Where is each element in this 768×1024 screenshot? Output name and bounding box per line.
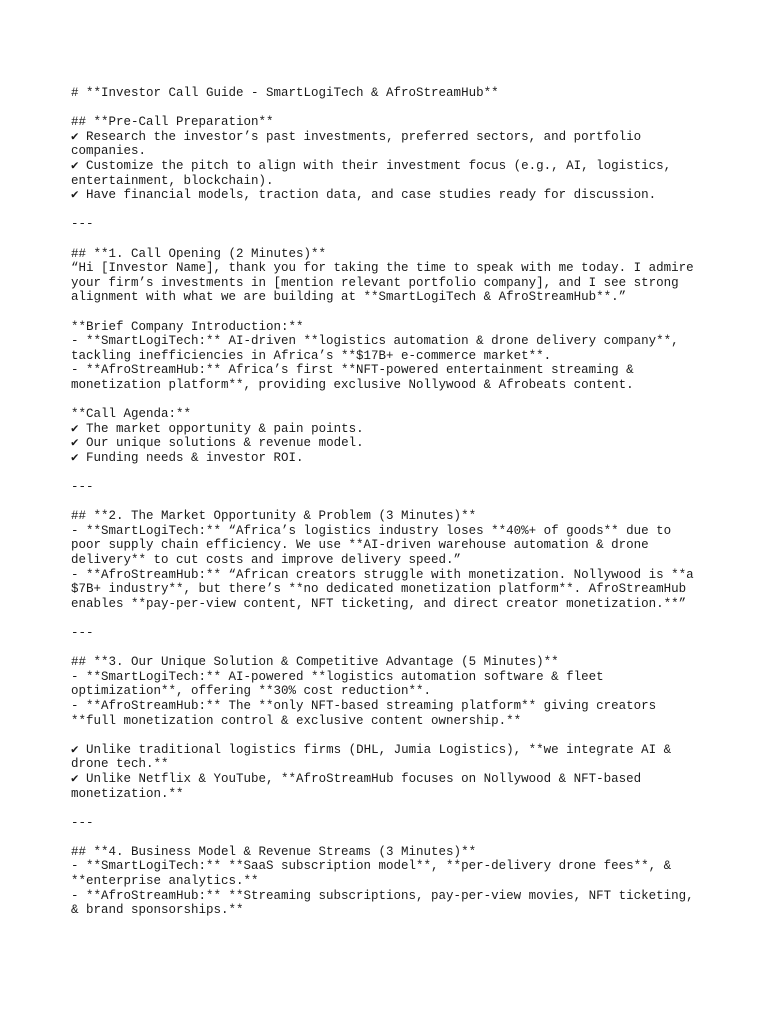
document-line: ✔ Unlike Netflix & YouTube, **AfroStreamHub focuses on Nollywood & NFT-based bbox=[71, 771, 642, 786]
document-line bbox=[71, 101, 711, 116]
document-line: **enterprise analytics.** bbox=[71, 874, 259, 889]
document-line: tackling inefficiencies in Africa’s **$17B+ e-commerce market**. bbox=[71, 348, 552, 363]
document-line: ✔ Research the investor’s past investments, preferred sectors, and portfolio bbox=[71, 129, 642, 144]
document-line: - **SmartLogiTech:** AI-driven **logistics automation & drone delivery company**, bbox=[71, 334, 679, 349]
document-line bbox=[71, 465, 711, 480]
document-line: - **SmartLogiTech:** **SaaS subscription model**, **per-delivery drone fees**, & bbox=[71, 859, 672, 874]
document-line: ## **1. Call Opening (2 Minutes)** bbox=[71, 246, 327, 261]
document-line: enables **pay-per-view content, NFT ticketing, and direct creator monetization.**” bbox=[71, 596, 687, 611]
document-line: ✔ Have financial models, traction data, and case studies ready for discussion. bbox=[71, 188, 657, 203]
document-line: ## **3. Our Unique Solution & Competitive Advantage (5 Minutes)** bbox=[71, 655, 559, 670]
document-line: monetization platform**, providing exclusive Nollywood & Afrobeats content. bbox=[71, 377, 634, 392]
document-line: --- bbox=[71, 625, 94, 640]
document-line: ## **2. The Market Opportunity & Problem (3 Minutes)** bbox=[71, 509, 477, 524]
document-line: **Brief Company Introduction:** bbox=[71, 319, 304, 334]
document-line bbox=[71, 203, 711, 218]
document-line bbox=[71, 728, 711, 743]
document-line bbox=[71, 495, 711, 510]
document-line bbox=[71, 305, 711, 320]
document-line bbox=[71, 392, 711, 407]
document-line: **Call Agenda:** bbox=[71, 407, 192, 422]
document-line: - **SmartLogiTech:** “Africa’s logistics industry loses **40%+ of goods** due to bbox=[71, 523, 672, 538]
document-line: companies. bbox=[71, 144, 147, 159]
document-line: --- bbox=[71, 480, 94, 495]
document-line: - **AfroStreamHub:** Africa’s first **NFT-powered entertainment streaming & bbox=[71, 363, 634, 378]
document-line: “Hi [Investor Name], thank you for taking the time to speak with me today. I admire bbox=[71, 261, 694, 276]
document-line: drone tech.** bbox=[71, 757, 169, 772]
document-line: poor supply chain efficiency. We use **AI-driven warehouse automation & drone bbox=[71, 538, 649, 553]
document-line: --- bbox=[71, 217, 94, 232]
document-line bbox=[71, 611, 711, 626]
document-line: ✔ Our unique solutions & revenue model. bbox=[71, 436, 364, 451]
document-line: ## **4. Business Model & Revenue Streams (3 Minutes)** bbox=[71, 844, 477, 859]
document-line bbox=[71, 801, 711, 816]
document-line: optimization**, offering **30% cost reduction**. bbox=[71, 684, 432, 699]
document-line: # **Investor Call Guide - SmartLogiTech & AfroStreamHub** bbox=[71, 86, 499, 100]
document-line bbox=[71, 232, 711, 247]
document-line: alignment with what we are building at **SmartLogiTech & AfroStreamHub**.” bbox=[71, 290, 627, 305]
document-line: - **AfroStreamHub:** “African creators struggle with monetization. Nollywood is **a bbox=[71, 567, 694, 582]
document-line: ✔ Funding needs & investor ROI. bbox=[71, 450, 304, 465]
document-line: delivery** to cut costs and improve delivery speed.” bbox=[71, 553, 462, 567]
document-line: ✔ The market opportunity & pain points. bbox=[71, 421, 364, 436]
document-line: - **AfroStreamHub:** The **only NFT-based streaming platform** giving creators bbox=[71, 698, 657, 713]
document-line: ✔ Unlike traditional logistics firms (DHL, Jumia Logistics), **we integrate AI & bbox=[71, 742, 672, 757]
document-line: ## **Pre-Call Preparation** bbox=[71, 115, 274, 130]
document-line: - **AfroStreamHub:** **Streaming subscriptions, pay-per-view movies, NFT ticketing, bbox=[71, 888, 694, 903]
document-line: ✔ Customize the pitch to align with their investment focus (e.g., AI, logistics, bbox=[71, 158, 672, 173]
document-line: --- bbox=[71, 815, 94, 830]
document-line: entertainment, blockchain). bbox=[71, 173, 274, 188]
document-line: your firm’s investments in [mention relevant portfolio company], and I see strong bbox=[71, 275, 679, 290]
document-line bbox=[71, 641, 711, 656]
document-line bbox=[71, 830, 711, 845]
document-text bbox=[71, 86, 711, 918]
document-line: $7B+ industry**, but there’s **no dedicated monetization platform**. AfroStreamHub bbox=[71, 582, 687, 597]
document-line: & brand sponsorships.** bbox=[71, 903, 244, 918]
document-line: monetization.** bbox=[71, 786, 184, 801]
document-line: - **SmartLogiTech:** AI-powered **logistics automation software & fleet bbox=[71, 669, 604, 684]
document-line: **full monetization control & exclusive content ownership.** bbox=[71, 713, 522, 728]
